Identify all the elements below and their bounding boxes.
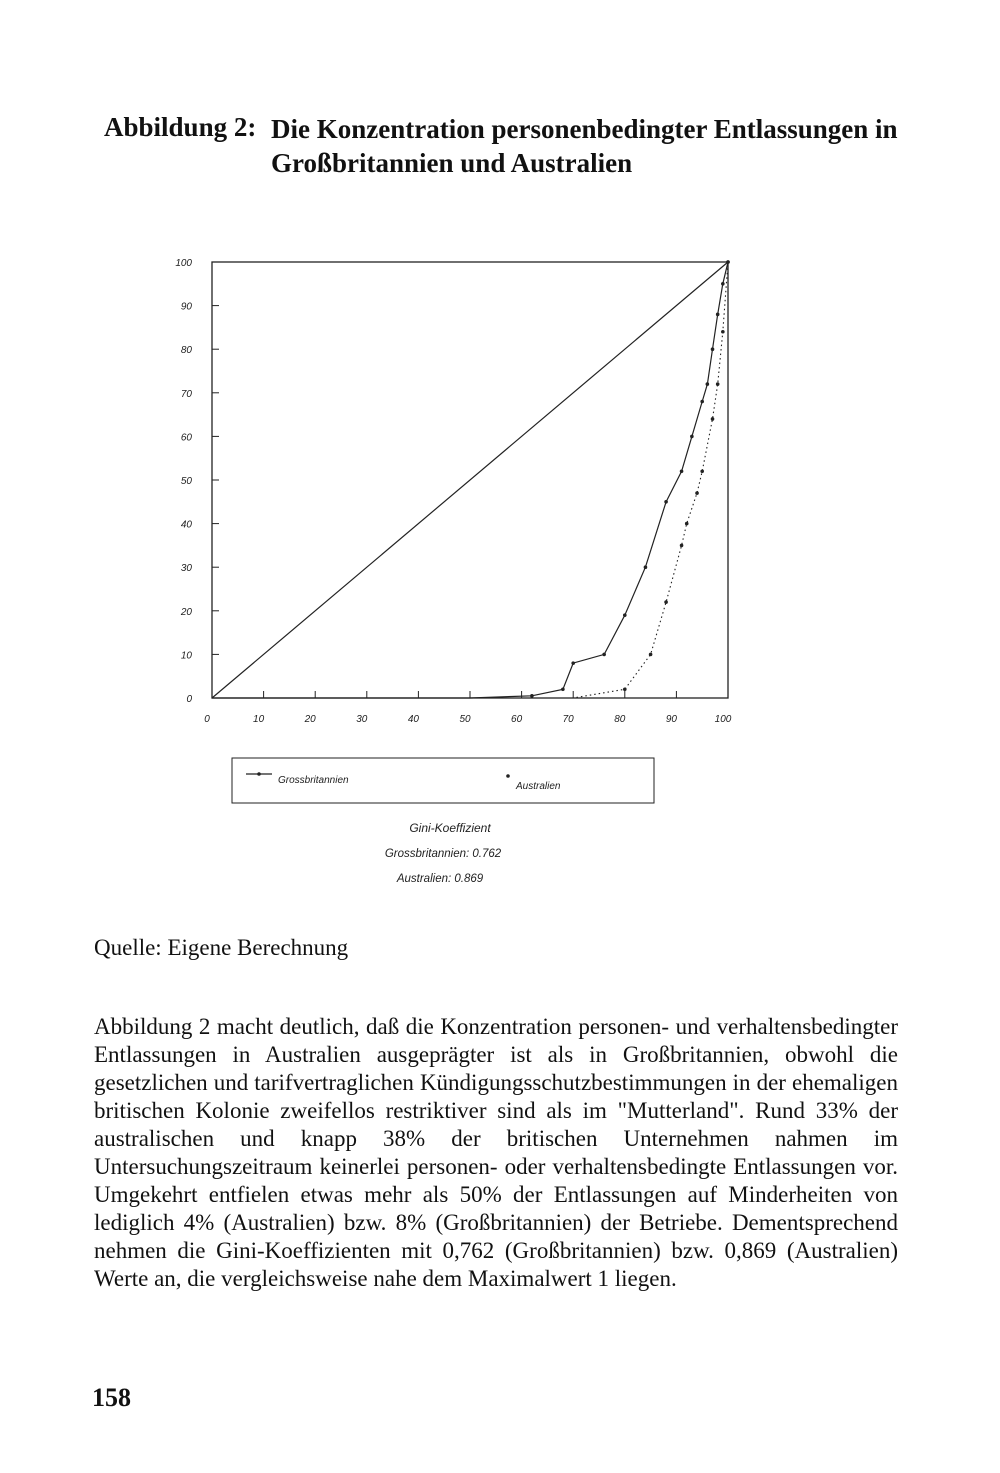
data-point-grossbritannien — [721, 282, 725, 286]
y-tick-label: 80 — [180, 345, 192, 357]
gini-australien: Australien: 0.869 — [396, 873, 484, 885]
figure-label: Abbildung 2: — [104, 112, 257, 142]
legend-marker-australien — [506, 774, 510, 778]
x-tick-label: 80 — [614, 714, 626, 725]
data-point-grossbritannien — [706, 382, 710, 386]
y-tick-label: 0 — [186, 694, 192, 705]
y-tick-label: 30 — [180, 563, 192, 575]
data-point-australien — [664, 600, 668, 604]
data-point-grossbritannien — [644, 565, 648, 569]
source-note: Quelle: Eigene Berechnung — [94, 935, 349, 960]
data-point-grossbritannien — [664, 500, 668, 504]
y-tick-label: 90 — [180, 301, 192, 313]
x-tick-label: 0 — [204, 714, 210, 725]
x-tick-label: 100 — [714, 714, 732, 725]
data-point-australien — [721, 330, 725, 334]
legend-label-australien: Australien — [516, 781, 561, 792]
x-tick-label: 60 — [511, 714, 523, 725]
legend-label-grossbritannien: Grossbritannien — [278, 775, 349, 786]
data-point-grossbritannien — [700, 400, 704, 404]
data-point-grossbritannien — [623, 613, 627, 617]
gini-grossbritannien: Grossbritannien: 0.762 — [384, 848, 502, 860]
x-tick-label: 50 — [459, 714, 471, 725]
data-point-australien — [685, 522, 689, 526]
y-tick-label: 60 — [180, 432, 192, 444]
legend-marker-grossbritannien — [257, 772, 261, 776]
data-point-australien — [680, 544, 684, 548]
data-point-grossbritannien — [680, 469, 684, 473]
y-tick-label: 100 — [175, 258, 192, 269]
data-point-grossbritannien — [690, 435, 694, 439]
data-point-grossbritannien — [602, 653, 606, 657]
data-point-grossbritannien — [530, 694, 534, 698]
x-tick-label: 10 — [253, 714, 265, 725]
data-point-grossbritannien — [561, 687, 565, 691]
y-tick-label: 20 — [180, 606, 192, 618]
y-tick-label: 50 — [180, 476, 192, 487]
y-tick-label: 40 — [180, 519, 192, 531]
page-number: 158 — [92, 1383, 131, 1412]
figure-title: Die Konzentration personenbedingter Entlassungen in Großbritannien und Australien — [271, 114, 898, 178]
gini-heading: Gini-Koeffizient — [409, 821, 491, 835]
data-point-australien — [711, 417, 715, 421]
x-tick-label: 70 — [562, 714, 574, 725]
data-point-grossbritannien — [571, 661, 575, 665]
y-tick-label: 10 — [180, 650, 192, 662]
data-point-australien — [623, 687, 627, 691]
data-point-australien — [716, 382, 720, 386]
x-tick-label: 30 — [356, 714, 368, 725]
data-point-australien — [649, 653, 653, 657]
y-tick-label: 70 — [180, 388, 192, 400]
data-point-australien — [700, 469, 704, 473]
equality-line — [212, 262, 728, 698]
x-tick-label: 90 — [665, 714, 677, 725]
data-point-grossbritannien — [711, 347, 715, 351]
x-tick-label: 20 — [304, 714, 316, 725]
body-paragraph: Abbildung 2 macht deutlich, daß die Konzentration personen- und verhaltensbedingter Entlassungen in Australien ausgeprägter ist als in Großbritannien, obwohl die gesetzlichen und tarifvertraglichen Kündigungsschutzbestimmungen in der ehemaligen britischen Kolonie zweifellos restriktiver sind als im "Mutterland". Rund 33% der australischen und knapp 38% der britischen Unternehmen nahmen im Untersuchungszeitraum keinerlei personen- oder verhaltensbedingte Entlassungen vor. Umgekehrt entfielen etwas mehr als 50% der Entlassungen auf Minderheiten von lediglich 4% (Australien) bzw. 8% (Großbritannien) der Betriebe. Dementsprechend nehmen die Gini-Koeffizienten mit 0,762 (Großbritannien) bzw. 0,869 (Australien) Werte an, die vergleichsweise nahe dem Maximalwert 1 liegen. — [94, 1014, 898, 1291]
data-point-australien — [695, 491, 699, 495]
data-point-grossbritannien — [716, 313, 720, 317]
x-tick-label: 40 — [407, 714, 419, 725]
